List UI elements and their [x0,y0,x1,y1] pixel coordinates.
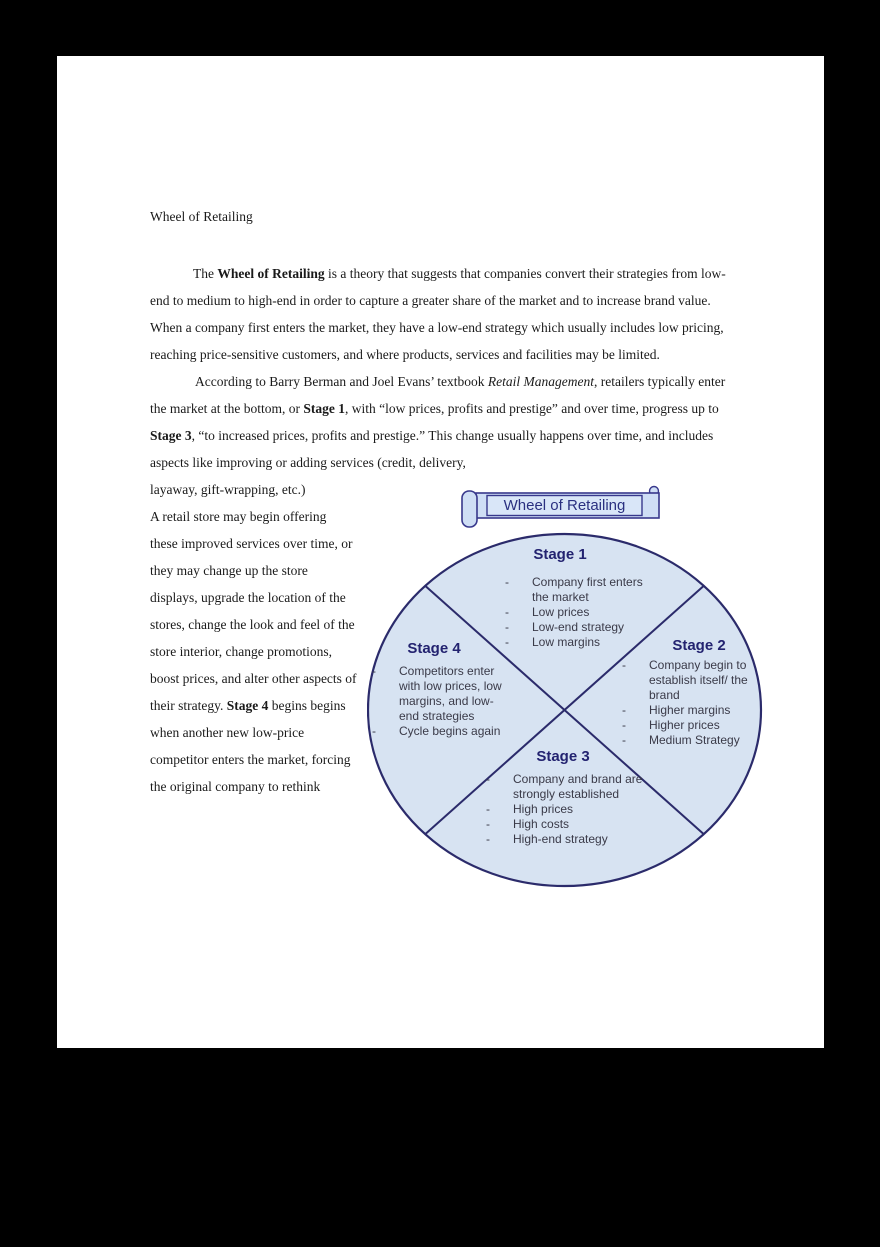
list-item: - Higher prices [622,718,720,732]
dash-bullet-icon: - [622,718,626,732]
stage-2-bullets [622,658,764,748]
dash-bullet-icon: - [622,733,626,747]
paragraph-berman-evans [150,368,734,476]
bold-run-stage-1: Stage 1 [303,401,345,416]
text-run: , “to increased prices, profits and prestige.” This change usually happens over time, and includes aspects like improving or adding services (credit, delivery, [150,428,714,470]
document-title: Wheel of Retailing [150,209,253,224]
text-run: , with “low prices, profits and prestige” and over time, progress up to [344,401,719,416]
list-item: - High-end strategy [486,832,608,846]
dash-bullet-icon: - [505,605,509,619]
stage-4-title: Stage 4 [407,640,461,657]
text-and-diagram-section [150,476,748,893]
dash-bullet-icon: - [622,703,626,717]
list-item: - Low margins [505,635,601,649]
diagram-inner [367,481,765,893]
list-item: - Higher margins [622,703,731,717]
bold-run-wheel-of-retailing: Wheel of Retailing [217,266,325,281]
list-item: - Low prices [505,605,590,619]
text-run: , retailers typically enter the market at the bottom, or [150,374,726,416]
stage-4-bullets [372,664,513,739]
bold-run-stage-3: Stage 3 [150,428,192,443]
text-run: A retail store may begin offering these improved services over time, or they may change up the store displays, upgrade the location of the stores, change the look and feel of the store interior, change promotions, boost prices, and alter other aspects of their strategy. [150,509,357,713]
italic-run-retail-management: Retail Management [487,374,595,389]
list-item: - Company and brand are strongly established [486,772,643,801]
paragraph-intro [150,260,734,368]
list-item: - Cycle begins again [372,724,501,738]
dash-bullet-icon: - [505,635,509,649]
text-run: layaway, gift-wrapping, etc.) [150,482,306,497]
list-item: - Company first enters the market [505,575,643,604]
stage-2-title: Stage 2 [672,637,726,654]
list-item: - High costs [486,817,570,831]
scroll-left-roll-icon [462,491,477,527]
text-run: According to Barry Berman and Joel Evans’ textbook [195,374,488,389]
wheel-of-retailing-diagram [367,476,765,893]
dash-bullet-icon: - [622,658,626,672]
text-run: The [193,266,218,281]
dash-bullet-icon: - [505,620,509,634]
dash-bullet-icon: - [486,802,490,816]
stage-1-title: Stage 1 [533,546,587,563]
dash-bullet-icon: - [486,817,490,831]
dash-bullet-icon: - [372,664,376,678]
list-item: - Low-end strategy [505,620,625,634]
dash-bullet-icon: - [486,832,490,846]
list-item: - High prices [486,802,574,816]
stage-3-title: Stage 3 [536,748,590,765]
text-run: is a theory that suggests that companies convert their strategies from low-end to medium to high-end in order to capture a greater share of the market and to increase brand value. When a company first enters the market, they have a low-end strategy which usually includes low pricing, reaching price-sensitive customers, and where products, services and facilities may be limited. [150,266,726,362]
document-page [57,56,824,1048]
stage-1-bullets [505,575,660,650]
list-item: - Medium Strategy [622,733,740,747]
document-content [150,203,748,893]
dash-bullet-icon: - [505,575,509,589]
stage-3-bullets [486,772,648,847]
dash-bullet-icon: - [486,772,490,786]
list-item: - Competitors enter with low prices, low margins, and low-end strategies [372,664,502,723]
dash-bullet-icon: - [372,724,376,738]
bold-run-stage-4: Stage 4 [226,698,269,713]
list-item: - Company begin to establish itself/ the brand [622,658,748,702]
text-run: begins begins when another new low-price competitor enters the market, forcing the original company to rethink [150,698,351,794]
diagram-banner-title: Wheel of Retailing [503,497,626,514]
